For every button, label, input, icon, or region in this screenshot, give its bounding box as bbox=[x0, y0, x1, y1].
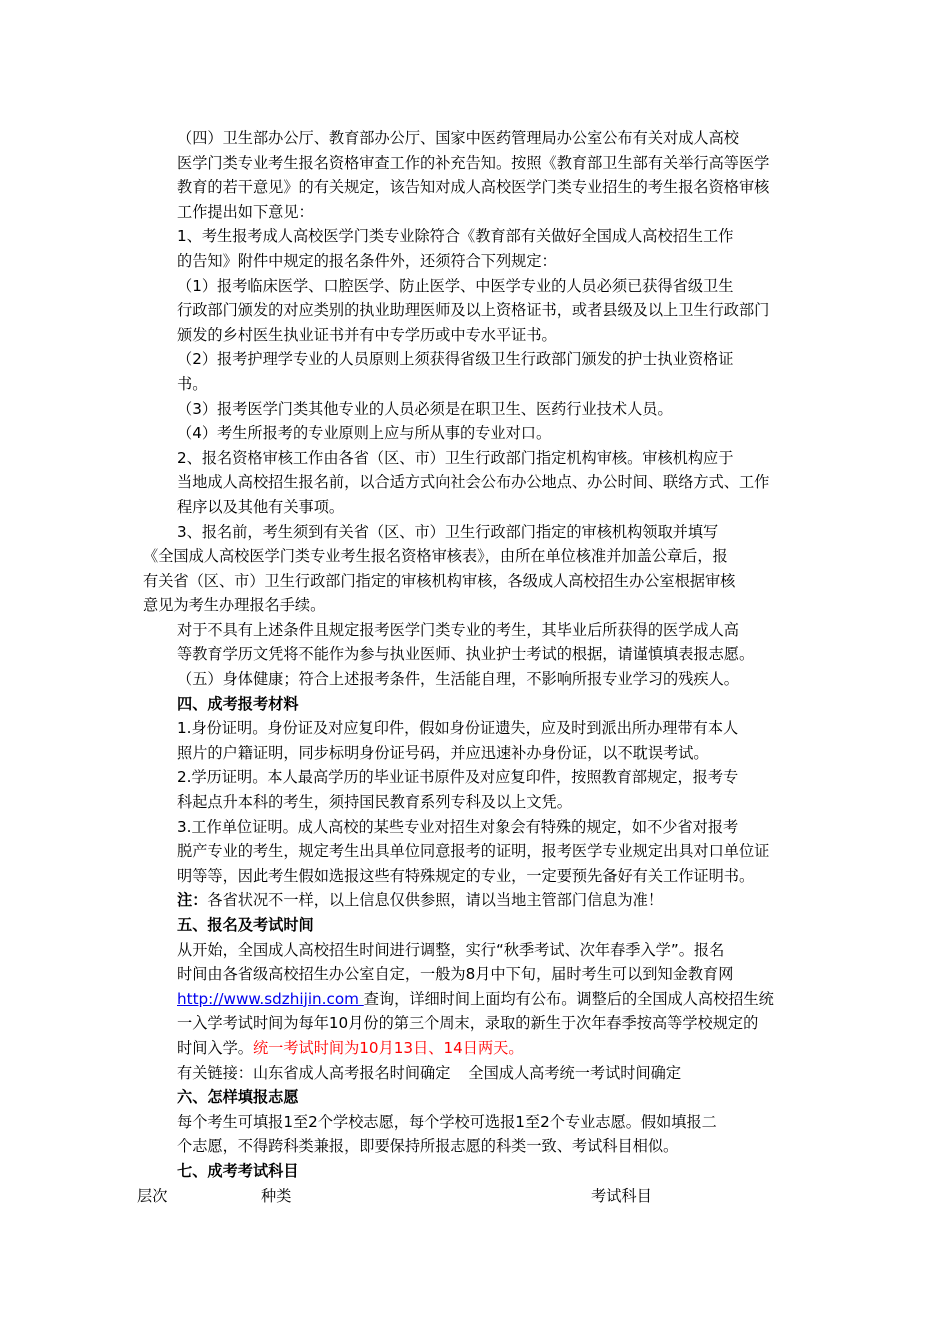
rule-1-item-1: （1）报考临床医学、口腔医学、防止医学、中医学专业的人员必须已获得省级卫生 行政部门颁发的对应类别的执业助理医师及以上资格证书，或者县级及以上卫生行政部门 颁发的乡村医生执业证书并有中专学历或中专水平证书。 bbox=[177, 276, 770, 344]
note-paragraph: 注：各省状况不一样，以上信息仅供参照，请以当地主管部门信息为准！ bbox=[177, 891, 663, 910]
rule-2-paragraph: 2、报名资格审核工作由各省（区、市）卫生行政部门指定机构审核。审核机构应于 当地成人高校招生报名前，以合适方式向社会公布办公地点、办公时间、联络方式、工作 程序以及其他有关事项。 bbox=[177, 448, 770, 516]
section-4-paragraph: （四）卫生部办公厅、教育部办公厅、国家中医药管理局办公室公布有关对成人高校 医学门类专业考生报名资格审查工作的补充告知。按照《教育部卫生部有关举行高等医学 教育的若干意见》的有关规定，该告知对成人高校医学门类专业招生的考生报名资格审核 工作提出如下意见： bbox=[177, 129, 770, 221]
header-subjects: 考试科目 bbox=[591, 1186, 652, 1205]
exam-time-paragraph: 从开始，全国成人高校招生时间进行调整，实行“秋季考试、次年春季入学”。报名 时间由各省级高校招生办公室自定，一般为8月中下旬，届时考生可以到知金教育网 http://www.sdzhijin.com 查询，详细时间上面均有公布。调整后的全国成人高校招生统 一入学考试时间为每年10月份的第三个周末，录取的新生于次年春季按高等学校规定的 时间入学。统一考试时间为10月13日、14日两天。 bbox=[177, 940, 774, 1057]
rule-1-item-2: （2）报考护理学专业的人员原则上须获得省级卫生行政部门颁发的护士执业资格证 书。 bbox=[177, 350, 734, 393]
ineligible-note-paragraph: 对于不具有上述条件且规定报考医学门类专业的考生，其毕业后所获得的医学成人高 等教育学历文凭将不能作为参与执业医师、执业护士考试的根据，请谨慎填表报志愿。 bbox=[177, 620, 755, 664]
material-3-paragraph: 3.工作单位证明。成人高校的某些专业对招生对象会有特殊的规定，如不少省对报考 脱产专业的考生，规定考生出具单位同意报考的证明，报考医学专业规定出具对口单位证 明等等，因此考生假如选报这些有特殊规定的专业，一定要预先备好有关工作证明书。 bbox=[177, 817, 770, 885]
header-level: 层次 bbox=[137, 1186, 168, 1205]
document-body bbox=[137, 126, 806, 1208]
heading-materials: 四、成考报考材料 bbox=[177, 694, 299, 713]
rule-1-item-3: （3）报考医学门类其他专业的人员必须是在职卫生、医药行业技术人员。 bbox=[177, 399, 673, 418]
rule-1-item-4: （4）考生所报考的专业原则上应与所从事的专业对口。 bbox=[177, 424, 552, 443]
link-national-exam-time[interactable]: 全国成人高考统一考试时间确定 bbox=[468, 1063, 681, 1082]
section-5-paragraph: （五）身体健康；符合上述报考条件，生活能自理，不影响所报专业学习的残疾人。 bbox=[177, 670, 739, 689]
link-shandong-registration[interactable]: 山东省成人高考报名时间确定 bbox=[252, 1063, 451, 1082]
heading-fill-wishes: 六、怎样填报志愿 bbox=[177, 1088, 299, 1107]
zhijin-website-link[interactable]: http://www.sdzhijin.com bbox=[177, 989, 364, 1008]
exam-date-highlight: 统一考试时间为10月13日、14日两天。 bbox=[252, 1038, 524, 1057]
header-category: 种类 bbox=[261, 1186, 292, 1205]
related-links-paragraph: 有关链接：山东省成人高考报名时间确定 全国成人高考统一考试时间确定 bbox=[177, 1063, 681, 1082]
material-2-paragraph: 2.学历证明。本人最高学历的毕业证书原件及对应复印件，按照教育部规定，报考专 科起点升本科的考生，须持国民教育系列专科及以上文凭。 bbox=[177, 768, 739, 812]
material-1-paragraph: 1.身份证明。身份证及对应复印件，假如身份证遗失，应及时到派出所办理带有本人 照片的户籍证明，同步标明身份证号码，并应迅速补办身份证，以不耽误考试。 bbox=[177, 719, 739, 762]
rule-1-paragraph: 1、考生报考成人高校医学门类专业除符合《教育部有关做好全国成人高校招生工作 的告知》附件中规定的报名条件外，还须符合下列规定： bbox=[177, 227, 734, 270]
fill-wishes-paragraph: 每个考生可填报1至2个学校志愿，每个学校可选报1至2个专业志愿。假如填报二 个志愿，不得跨科类兼报，即要保持所报志愿的科类一致、考试科目相似。 bbox=[177, 1112, 717, 1156]
rule-3-paragraph: 3、报名前，考生须到有关省（区、市）卫生行政部门指定的审核机构领取并填写 《全国成人高校医学门类专业考生报名资格审核表》，由所在单位核准并加盖公章后，报 有关省（区、市）卫生行政部门指定的审核机构审核，各级成人高校招生办公室根据审核 意见为考生办理报名手续。 bbox=[143, 522, 736, 615]
heading-exam-time: 五、报名及考试时间 bbox=[177, 916, 314, 934]
note-label: 注： bbox=[177, 891, 208, 910]
heading-exam-subjects: 七、成考考试科目 bbox=[177, 1161, 299, 1180]
subjects-table-header bbox=[137, 1184, 806, 1209]
